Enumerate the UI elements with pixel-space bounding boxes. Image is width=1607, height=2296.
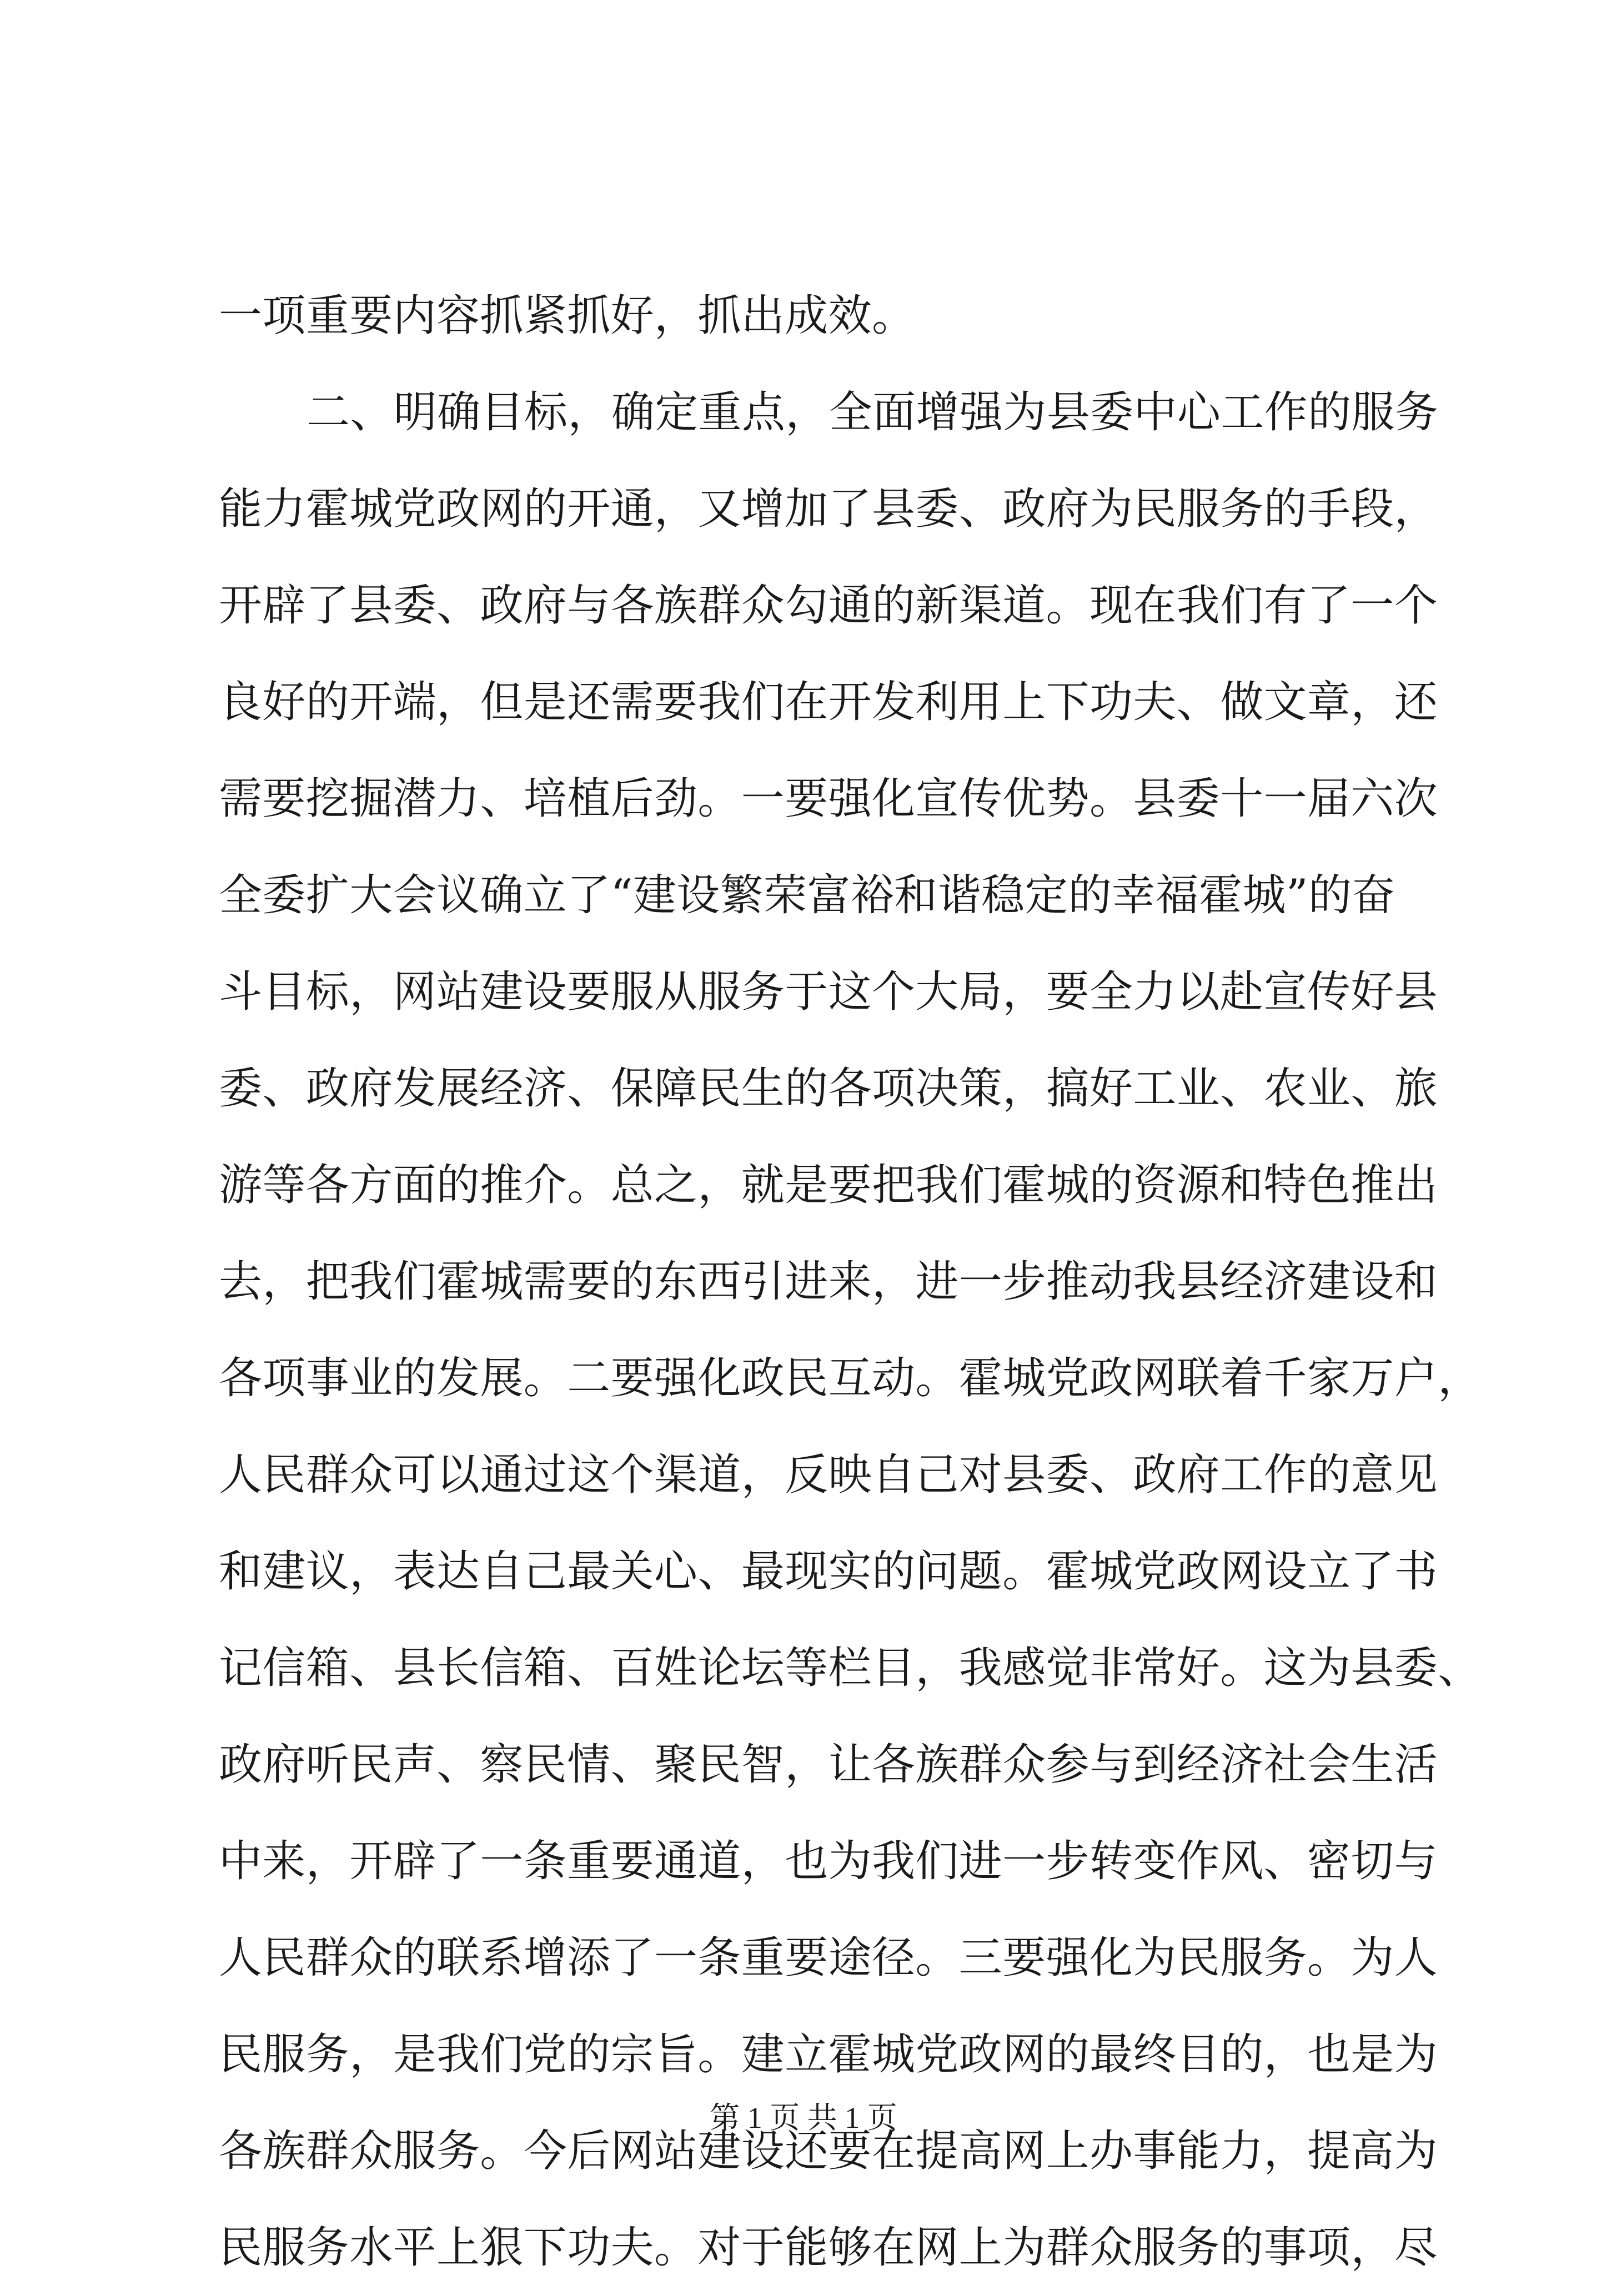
text-line: 斗目标，网站建设要服从服务于这个大局，要全力以赴宣传好县	[219, 967, 1438, 1017]
text-line: 政府听民声、察民情、聚民智，让各族群众参与到经济社会生活	[219, 1740, 1438, 1790]
text-line: 一项重要内容抓紧抓好，抓出成效。	[219, 291, 916, 341]
text-line: 和建议，表达自己最关心、最现实的问题。霍城党政网设立了书	[219, 1547, 1438, 1597]
text-line: 需要挖掘潜力、培植后劲。一要强化宣传优势。县委十一届六次	[219, 774, 1438, 824]
document-body	[219, 268, 1482, 2296]
text-line: 游等各方面的推介。总之，就是要把我们霍城的资源和特色推出	[219, 1160, 1438, 1210]
text-line: 开辟了县委、政府与各族群众勾通的新渠道。现在我们有了一个	[219, 581, 1438, 631]
text-line: 各族群众服务。今后网站建设还要在提高网上办事能力，提高为	[219, 2126, 1438, 2176]
text-line: 全委扩大会议确立了“建设繁荣富裕和谐稳定的幸福霍城”的奋	[219, 870, 1395, 920]
text-line: 中来，开辟了一条重要通道，也为我们进一步转变作风、密切与	[219, 1836, 1438, 1886]
text-line: 良好的开端，但是还需要我们在开发利用上下功夫、做文章，还	[219, 677, 1438, 727]
text-line: 人民群众的联系增添了一条重要途径。三要强化为民服务。为人	[219, 1933, 1438, 1983]
text-line: 记信箱、县长信箱、百姓论坛等栏目，我感觉非常好。这为县委、	[219, 1643, 1482, 1693]
text-line: 人民群众可以通过这个渠道，反映自己对县委、政府工作的意见	[219, 1450, 1438, 1500]
text-line: 各项事业的发展。二要强化政民互动。霍城党政网联着千家万户，	[219, 1353, 1482, 1403]
text-line: 去，把我们霍城需要的东西引进来，进一步推动我县经济建设和	[219, 1257, 1438, 1307]
text-line: 能力霍城党政网的开通，又增加了县委、政府为民服务的手段，	[219, 484, 1438, 534]
text-line: 民服务，是我们党的宗旨。建立霍城党政网的最终目的，也是为	[219, 2030, 1438, 2080]
page-footer	[0, 2098, 1607, 2137]
text-line: 委、政府发展经济、保障民生的各项决策，搞好工业、农业、旅	[219, 1064, 1438, 1114]
section-heading-line: 二、明确目标，确定重点，全面增强为县委中心工作的服务	[307, 387, 1439, 437]
page-number-indicator: 第 1 页 共 1 页	[710, 2101, 897, 2134]
text-line: 民服务水平上狠下功夫。对于能够在网上为群众服务的事项，尽	[219, 2223, 1438, 2273]
